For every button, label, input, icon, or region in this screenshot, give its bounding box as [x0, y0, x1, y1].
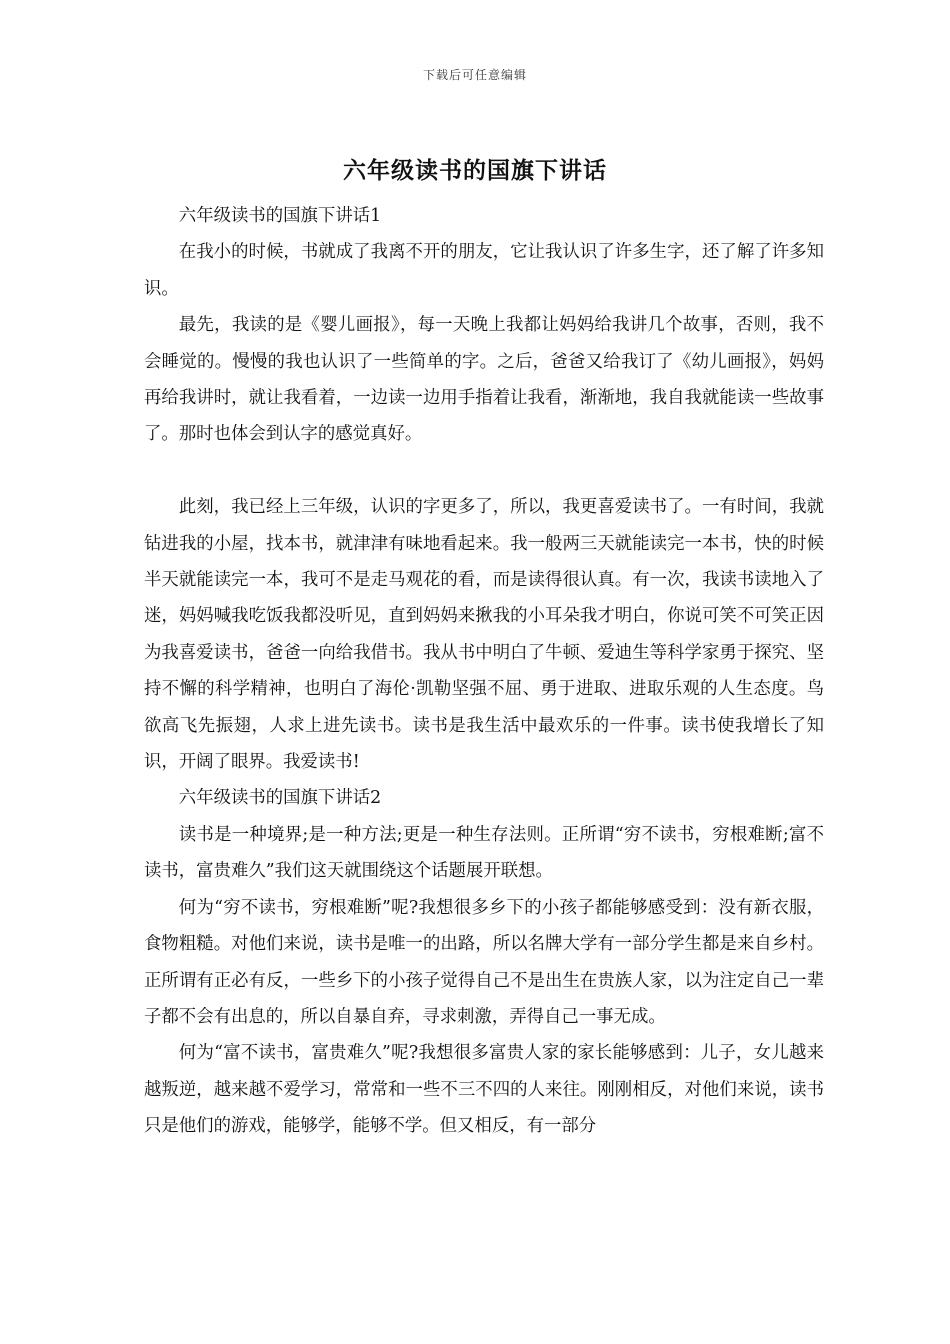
paragraph: 何为“富不读书，富贵难久”呢?我想很多富贵人家的家长能够感到：儿子，女儿越来越叛逆，越来越不爱学习，常常和一些不三不四的人来往。刚刚相反，对他们来说，读书只是他们的游戏，能够学，能够不学。但又相反，有一部分: [144, 1043, 824, 1137]
section-heading-1: 六年级读书的国旗下讲话1: [178, 206, 382, 226]
document-body: [144, 198, 824, 1145]
header-note: 下载后可任意编辑: [422, 68, 527, 82]
paragraph: 此刻，我已经上三年级，认识的字更多了，所以，我更喜爱读书了。一有时间，我就钻进我的小屋，找本书，就津津有味地看起来。我一般两三天就能读完一本书，快的时候半天就能读完一本，我可不是走马观花的看，而是读得很认真。有一次，我读书读地入了迷，妈妈喊我吃饭我都没听见，直到妈妈来揪我的小耳朵我才明白，你说可笑不可笑正因为我喜爱读书，爸爸一向给我借书。我从书中明白了牛顿、爱迪生等科学家勇于探究、坚持不懈的科学精神，也明白了海伦·凯勒坚强不屈、勇于进取、进取乐观的人生态度。鸟欲高飞先振翅，人求上进先读书。读书是我生活中最欢乐的一件事。读书使我增长了知识，开阔了眼界。我爱读书!: [144, 497, 824, 773]
paragraph: 最先，我读的是《婴儿画报》，每一天晚上我都让妈妈给我讲几个故事，否则，我不会睡觉的。慢慢的我也认识了一些简单的字。之后，爸爸又给我订了《幼儿画报》，妈妈再给我讲时，就让我看着，一边读一边用手指着让我看，渐渐地，我自我就能读一些故事了。那时也体会到认字的感觉真好。: [144, 315, 824, 445]
document-title: 六年级读书的国旗下讲话: [343, 157, 607, 184]
paragraph: 读书是一种境界;是一种方法;更是一种生存法则。正所谓“穷不读书，穷根难断;富不读书，富贵难久”我们这天就围绕这个话题展开联想。: [144, 824, 824, 882]
paragraph: 何为“穷不读书，穷根难断”呢?我想很多乡下的小孩子都能够感受到：没有新衣服，食物粗糙。对他们来说，读书是唯一的出路，所以名牌大学有一部分学生都是来自乡村。正所谓有正必有反，一些乡下的小孩子觉得自己不是出生在贵族人家，以为注定自己一辈子都不会有出息的，所以自暴自弃，寻求刺激，弄得自己一事无成。: [144, 897, 824, 1027]
paragraph: 在我小的时候，书就成了我离不开的朋友，它让我认识了许多生字，还了解了许多知识。: [144, 242, 824, 299]
section-heading-2: 六年级读书的国旗下讲话2: [178, 788, 382, 809]
blank-line: [144, 453, 824, 489]
